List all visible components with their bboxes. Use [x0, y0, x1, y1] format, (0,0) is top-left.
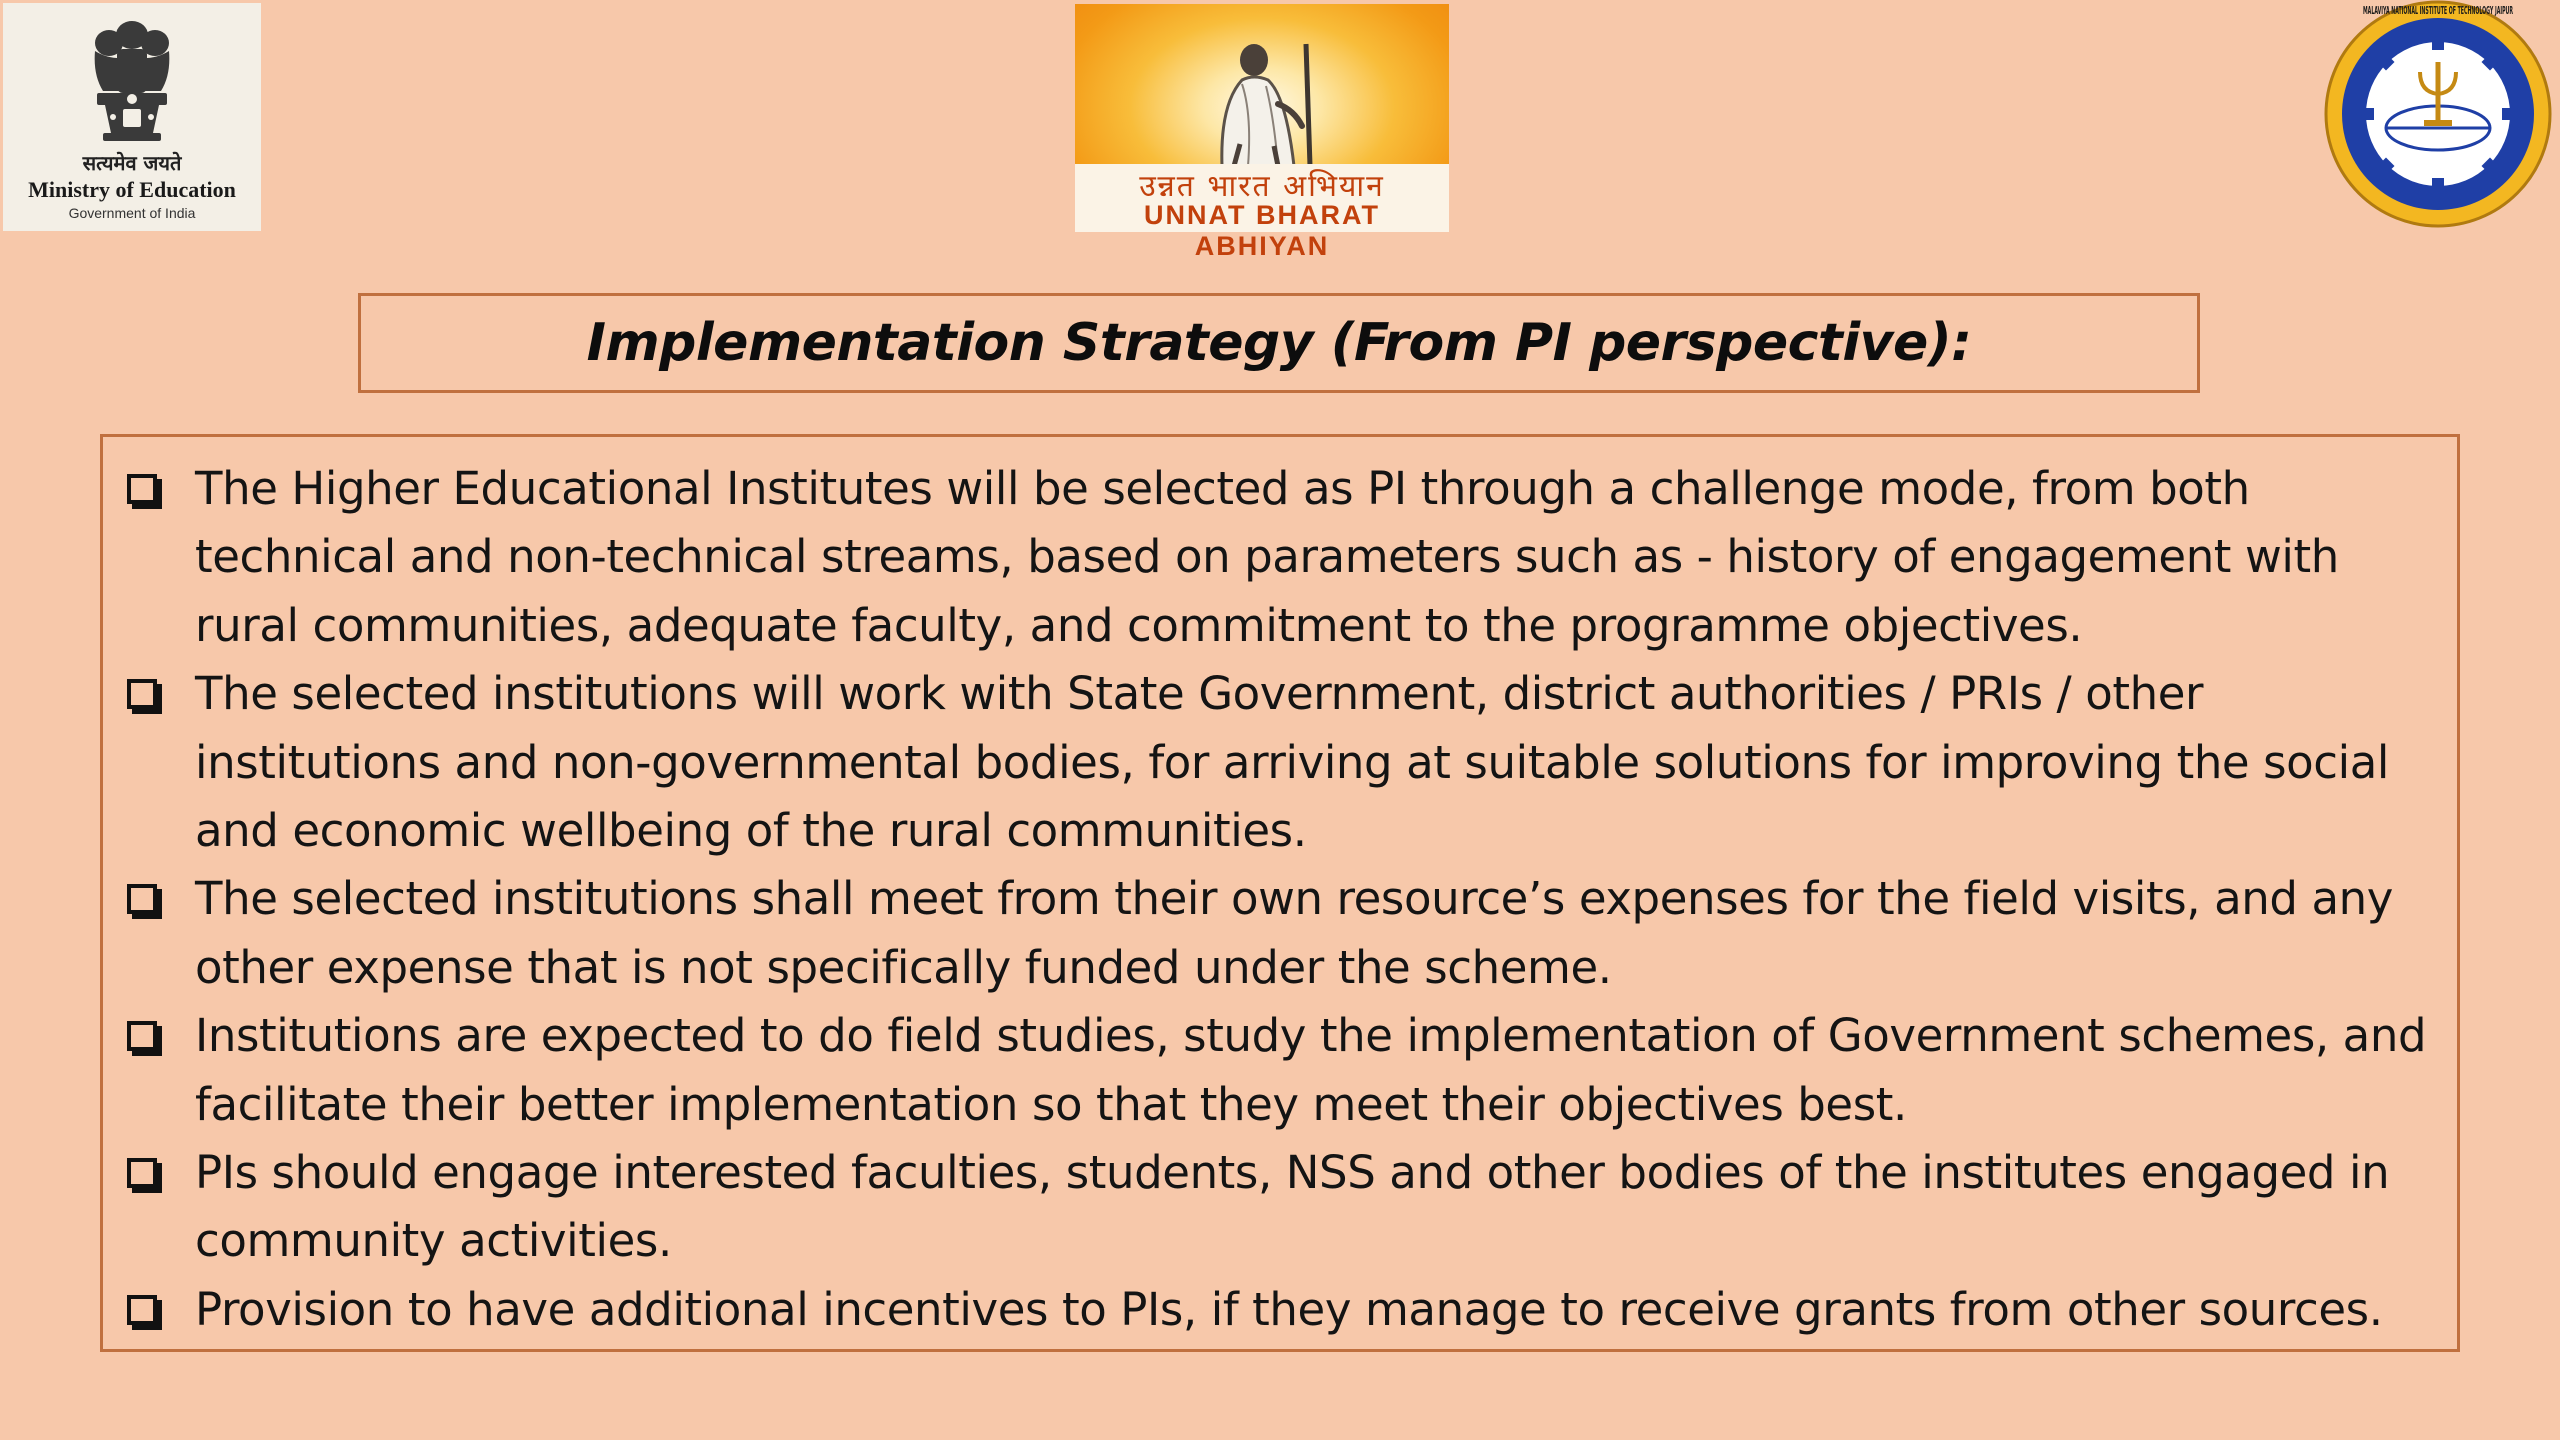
- checkbox-bullet-icon: [127, 474, 157, 504]
- bullet-list: [123, 455, 2441, 1344]
- checkbox-bullet-icon: [127, 679, 157, 709]
- bullet-item: [123, 455, 2441, 660]
- bullet-text: Institutions are expected to do field studies, study the implementation of Government schemes, and facilitate their better implementation so that they meet their objectives best.: [195, 1009, 2427, 1131]
- uba-english-name: UNNAT BHARAT ABHIYAN: [1144, 200, 1380, 261]
- bullet-item: [123, 1276, 2441, 1344]
- bullet-item: [123, 1002, 2441, 1139]
- bullet-item: [123, 1139, 2441, 1276]
- title-box: [358, 293, 2200, 393]
- bullet-text: The selected institutions shall meet from their own resource’s expenses for the field visits, and any other expense that is not specifically funded under the scheme.: [195, 872, 2393, 994]
- ministry-of-education-logo: [3, 3, 261, 231]
- mnit-ring-text: MALAVIYA NATIONAL INSTITUTE OF TECHNOLOGY JAIPUR: [2363, 4, 2514, 17]
- moe-hindi-motto: सत्यमेव जयते: [82, 151, 182, 175]
- checkbox-bullet-icon: [127, 1158, 157, 1188]
- bullet-text: The selected institutions will work with State Government, district authorities / PRIs / other institutions and non-governmental bodies, for arriving at suitable solutions for improving the social and economic wellbeing of the rural communities.: [195, 667, 2390, 858]
- checkbox-bullet-icon: [127, 1021, 157, 1051]
- mnit-jaipur-seal-icon: [2320, 0, 2556, 232]
- uba-hindi-name: उन्नत भारत अभियान: [1139, 169, 1385, 204]
- bullet-item: [123, 865, 2441, 1002]
- content-box: [100, 434, 2460, 1352]
- ashoka-emblem-icon: [73, 13, 191, 149]
- bullet-text: PIs should engage interested faculties, students, NSS and other bodies of the institutes engaged in community activities.: [195, 1146, 2390, 1268]
- gandhi-figure-icon: [1182, 34, 1342, 166]
- bullet-text: Provision to have additional incentives to PIs, if they manage to receive grants from other sources.: [195, 1282, 2383, 1336]
- checkbox-bullet-icon: [127, 884, 157, 914]
- moe-name: Ministry of Education: [28, 177, 236, 202]
- bullet-text: The Higher Educational Institutes will be selected as PI through a challenge mode, from both technical and non-technical streams, based on parameters such as - history of engagement with rural communities, adequate faculty, and commitment to the programme objectives.: [195, 462, 2339, 652]
- bullet-item: [123, 660, 2441, 865]
- moe-subtitle: Government of India: [68, 205, 196, 221]
- slide-title: Implementation Strategy (From PI perspective):: [586, 313, 1972, 373]
- checkbox-bullet-icon: [127, 1295, 157, 1325]
- unnat-bharat-abhiyan-logo: [1075, 4, 1449, 261]
